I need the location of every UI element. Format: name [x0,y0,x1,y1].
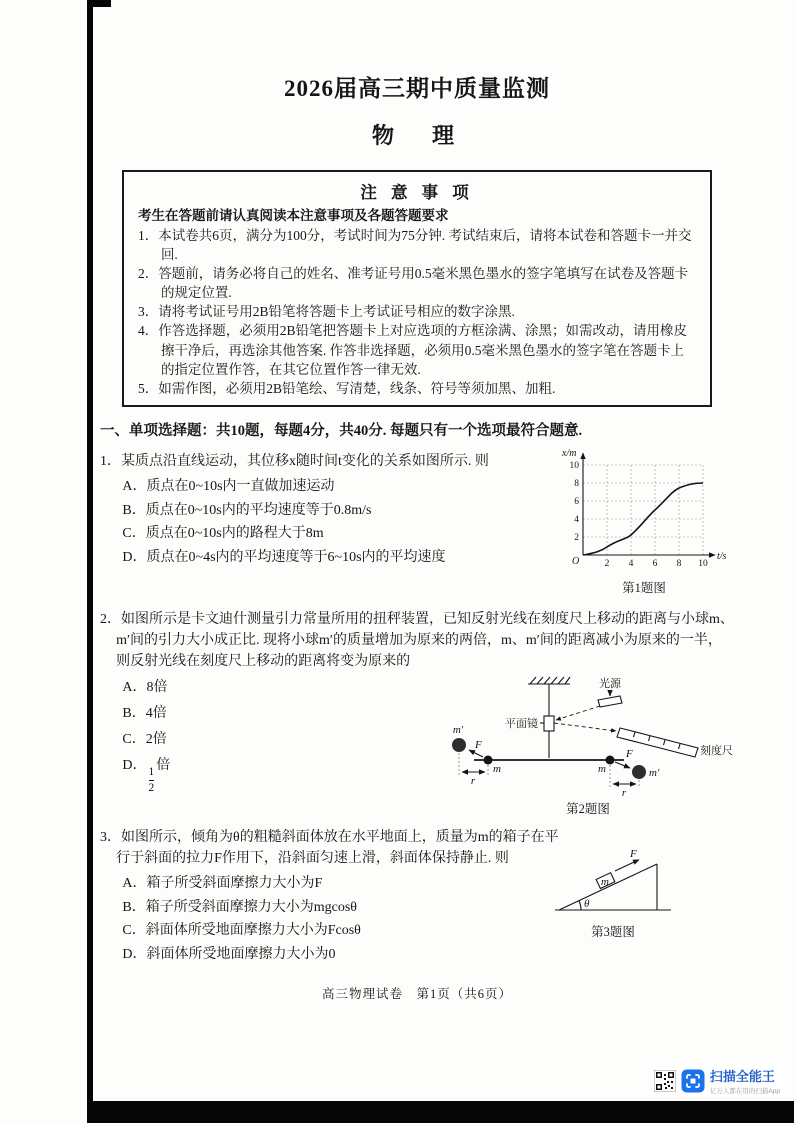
fig1-ytick-8: 8 [574,479,579,490]
q1-option-c: C．质点在0~10s内的路程大于8m [122,526,324,542]
q1-options [122,475,560,569]
torsion-balance-diagram [442,672,734,798]
q3-option-c: C．斜面体所受地面摩擦力大小为Fcosθ [122,923,361,939]
page-footer: 高三物理试卷 第1页（共6页） [321,987,512,1002]
large-ball-left [452,738,466,752]
q2-figure [442,672,734,817]
watermark-text [710,1066,780,1095]
page-content [100,0,734,1002]
scan-artifact-left [87,0,93,1123]
fig2-r-right-label: r [621,787,627,799]
fig1-ytick-6: 6 [574,497,579,508]
fig3-theta-label: θ [584,898,590,911]
notice-box [122,170,712,407]
notice-item-2: 2．答题前，请务必将自己的姓名、准考证号用0.5毫米黑色墨水的签字笔填写在试卷及答题卡的规定位置. [138,265,689,301]
q2-option-d-label: D． [122,757,147,773]
q2-stem: 2．如图所示是卡文迪什测量引力常量所用的扭秤装置，已知反射光线在刻度尺上移动的距离与小球m、m′间的引力大小成正比. 现将小球m′的质量增加为原来的两倍，m、m′间的距离减小为原来的一半，则反射光线在刻度尺上移动的距离将变为原来的 [100,612,734,670]
large-ball-right [632,765,646,779]
fig2-r-left-label: r [470,775,476,788]
fig2-m-left-label: m [493,763,501,776]
fig1-ylabel: x/m [562,448,577,460]
fig1-ytick-10: 10 [569,461,579,472]
fig1-origin-label: O [572,556,580,568]
fig2-mprime-right-label: m′ [649,767,660,780]
question-3 [100,827,734,966]
fraction-denominator: 2 [148,781,155,794]
displacement-time-graph [557,443,731,577]
q3-option-d: D．斜面体所受地面摩擦力大小为0 [122,946,336,962]
fig3-m-label: m [601,876,609,889]
small-ball-left [484,756,493,765]
fig3-F-label: F [630,848,637,861]
q3-figure [548,847,678,940]
q3-figure-caption: 第3题图 [591,925,635,940]
notice-item-1: 1．本试卷共6页，满分为100分，考试时间为75分钟. 考试结束后，请将本试卷和答题卡一并交回. [138,227,692,262]
q1-figure [556,443,732,596]
q3-option-b: B．箱子所受斜面摩擦力大小为mgcosθ [122,899,357,915]
q2-figure-caption: 第2题图 [566,802,610,817]
q1-stem: 1．某质点沿直线运动，其位移x随时间t变化的关系如图所示. 则 [100,454,489,470]
q2-option-d-suffix: 倍 [156,757,171,773]
q2-option-d [122,753,442,794]
q2-option-c: C．2倍 [122,732,167,748]
notice-item-3: 3．请将考试证号用2B铅笔将答题卡上考试证号相应的数字涂黑. [138,304,515,320]
q1-option-d: D．质点在0~4s内的平均速度等于6~10s内的平均速度 [122,549,446,565]
scan-artifact-bottom [87,1101,794,1123]
watermark-tagline: 亿万人都在用的扫描App [709,1088,780,1095]
camscanner-logo-icon [681,1069,705,1093]
fig1-ytick-2: 2 [574,533,579,544]
q1-option-a: A．质点在0~10s内一直做加速运动 [122,479,335,495]
incline-diagram [551,847,675,921]
fig1-xlabel: t/s [717,551,727,563]
fig1-xtick-8: 8 [676,559,682,570]
fraction-one-half [149,767,155,794]
fig2-m-right-label: m [598,763,606,776]
light-source-box [598,696,622,707]
q2-options [122,675,442,794]
fraction-numerator: 1 [148,766,155,779]
q3-stem: 3．如图所示，倾角为θ的粗糙斜面体放在水平地面上，质量为m的箱子在平行于斜面的拉力F作用下，沿斜面匀速上滑，斜面体保持静止. 则 [100,830,559,867]
q2-option-b: B．4倍 [122,706,167,722]
fig2-light-label: 光源 [599,678,621,691]
fig2-ruler-label: 刻度尺 [700,745,733,758]
notice-item-4: 4．作答选择题，必须用2B铅笔把答题卡上对应选项的方框涂满、涂黑；如需改动，请用橡皮擦干净后，再选涂其他答案. 作答非选择题，必须用0.5毫米黑色墨水的签字笔在答题卡上的指定位置作答，在其它位置作答一律无效. [138,323,688,377]
q2-option-a: A．8倍 [122,680,168,696]
question-2 [100,609,734,817]
camscanner-watermark [650,1064,784,1097]
fig1-xtick-4: 4 [628,559,634,570]
q1-figure-caption: 第1题图 [622,581,666,596]
page-title: 2026届高三期中质量监测 [284,76,550,101]
notice-item-5: 5．如需作图，必须用2B铅笔绘、写清楚，线条、符号等须加黑、加粗. [138,380,556,396]
plane-mirror [544,716,554,731]
small-ball-right [606,756,615,765]
fig1-ytick-4: 4 [574,515,579,526]
subject-title: 物 理 [371,123,462,148]
fig2-mprime-left-label: m′ [452,724,464,737]
watermark-name: 扫描全能王 [709,1069,775,1084]
fig2-mirror-label: 平面镜 [505,718,538,731]
q1-option-b: B．质点在0~10s内的平均速度等于0.8m/s [122,502,372,518]
fig1-xtick-2: 2 [604,559,610,570]
notice-lead: 考生在答题前请认真阅读本注意事项及各题答题要求 [138,208,449,223]
question-1 [100,448,734,599]
q3-options [122,872,577,966]
q3-option-a: A．箱子所受斜面摩擦力大小为F [122,876,323,892]
fig1-xtick-10: 10 [698,559,708,570]
fig2-F-left-label: F [475,739,482,752]
section-1-heading: 一、单项选择题：共10题，每题4分，共40分. 每题只有一个选项最符合题意. [100,422,583,439]
fig1-xtick-6: 6 [652,559,658,570]
qr-code-icon [654,1070,676,1092]
notice-heading: 注 意 事 项 [360,183,474,202]
fig2-F-right-label: F [626,748,633,761]
